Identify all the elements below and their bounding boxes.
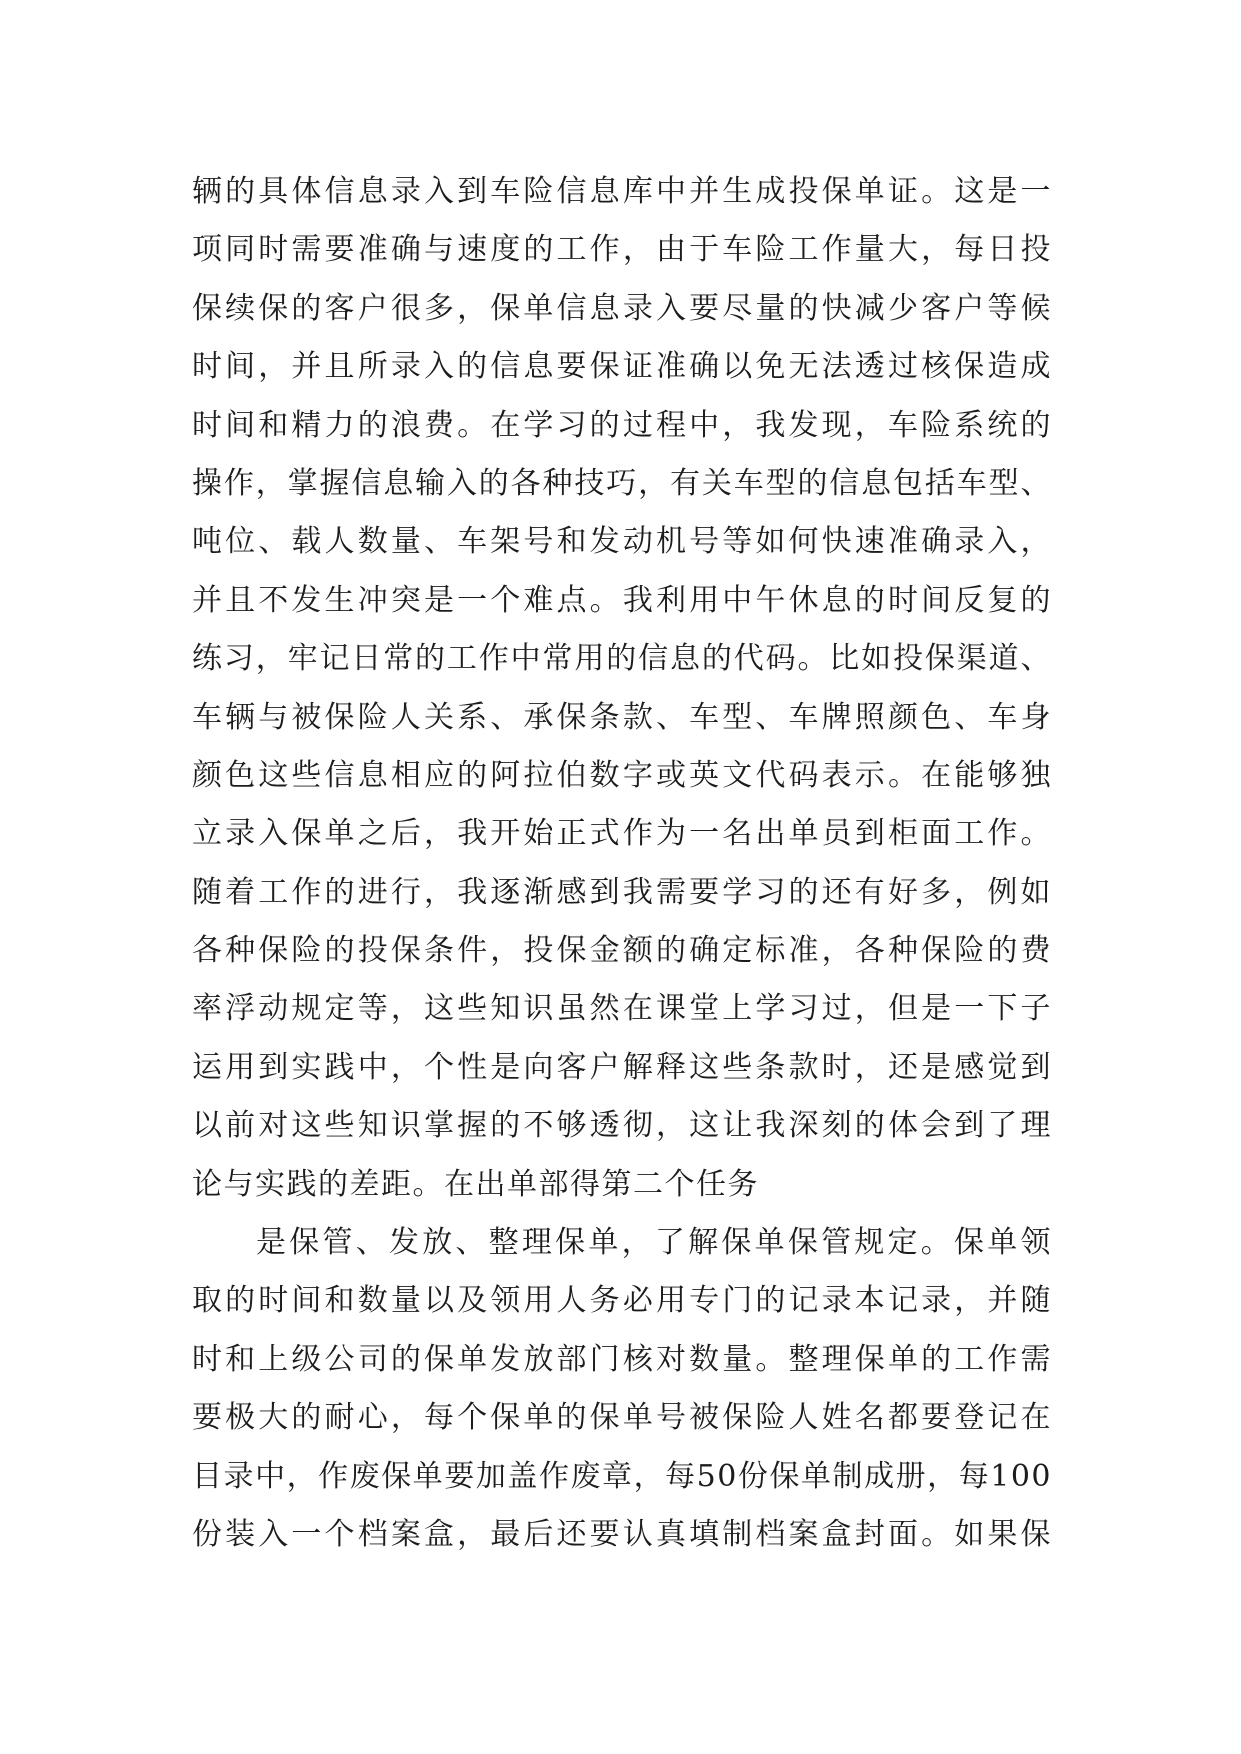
text-line: 随着工作的进行，我逐渐感到我需要学习的还有好多，例如 bbox=[192, 874, 1052, 910]
text-line: 操作，掌握信息输入的各种技巧，有关车型的信息包括车型、 bbox=[192, 465, 1052, 501]
paragraph-end-line: 论与实践的差距。在出单部得第二个任务 bbox=[192, 1166, 759, 1202]
text-line: 各种保险的投保条件，投保金额的确定标准，各种保险的费 bbox=[192, 933, 1052, 969]
text-line: 取的时间和数量以及领用人务必用专门的记录本记录，并随 bbox=[192, 1283, 1052, 1319]
text-line: 吨位、载人数量、车架号和发动机号等如何快速准确录入， bbox=[192, 524, 1052, 560]
text-line: 时和上级公司的保单发放部门核对数量。整理保单的工作需 bbox=[192, 1341, 1052, 1377]
text-line: 项同时需要准确与速度的工作，由于车险工作量大，每日投 bbox=[192, 232, 1052, 268]
text-line: 立录入保单之后，我开始正式作为一名出单员到柜面工作。 bbox=[192, 816, 1052, 852]
text-line: 练习，牢记日常的工作中常用的信息的代码。比如投保渠道、 bbox=[192, 641, 1052, 677]
text-line: 份装入一个档案盒，最后还要认真填制档案盒封面。如果保 bbox=[192, 1516, 1052, 1552]
text-line: 辆的具体信息录入到车险信息库中并生成投保单证。这是一 bbox=[192, 174, 1052, 209]
body-text bbox=[192, 163, 1052, 1564]
text-line: 并且不发生冲突是一个难点。我利用中午休息的时间反复的 bbox=[192, 582, 1052, 618]
text-line: 保续保的客户很多，保单信息录入要尽量的快减少客户等候 bbox=[192, 290, 1052, 326]
text-line: 车辆与被保险人关系、承保条款、车型、车牌照颜色、车身 bbox=[192, 699, 1052, 735]
text-line: 时间和精力的浪费。在学习的过程中，我发现，车险系统的 bbox=[192, 407, 1052, 443]
text-line: 目录中，作废保单要加盖作废章，每50份保单制成册，每100 bbox=[192, 1458, 1052, 1494]
text-line: 运用到实践中，个性是向客户解释这些条款时，还是感觉到 bbox=[192, 1049, 1052, 1085]
text-line: 率浮动规定等，这些知识虽然在课堂上学习过，但是一下子 bbox=[192, 991, 1052, 1027]
text-line: 要极大的耐心，每个保单的保单号被保险人姓名都要登记在 bbox=[192, 1400, 1052, 1436]
paragraph-first-line: 是保管、发放、整理保单，了解保单保管规定。保单领 bbox=[256, 1225, 1052, 1261]
text-line: 以前对这些知识掌握的不够透彻，这让我深刻的体会到了理 bbox=[192, 1108, 1052, 1144]
text-line: 时间，并且所录入的信息要保证准确以免无法透过核保造成 bbox=[192, 349, 1052, 385]
text-line: 颜色这些信息相应的阿拉伯数字或英文代码表示。在能够独 bbox=[192, 757, 1052, 793]
